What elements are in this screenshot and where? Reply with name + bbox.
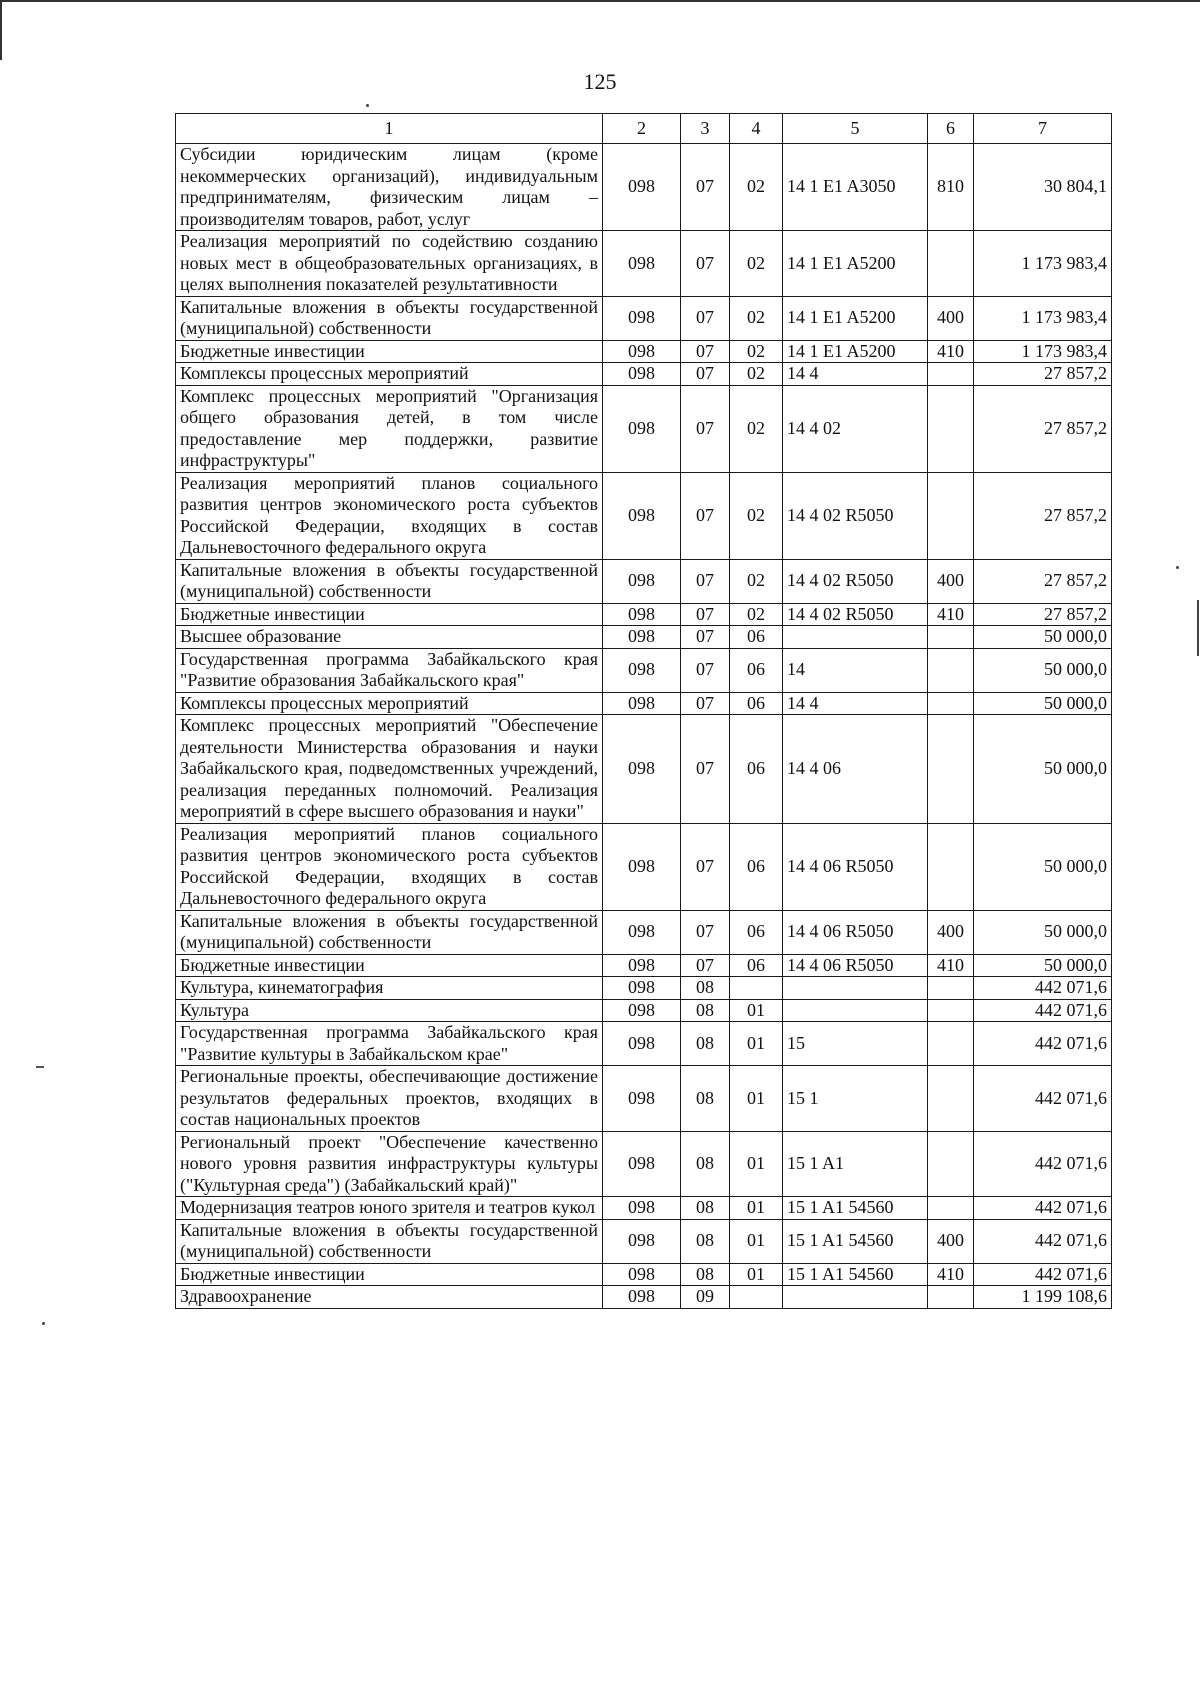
page-number: 125 (583, 69, 617, 94)
row-expense-type-cell: 400 (928, 559, 974, 603)
scan-dot (1176, 566, 1179, 569)
scan-dash-mark (36, 1066, 44, 1068)
row-target-article-cell: 15 1 A1 54560 (783, 1197, 928, 1220)
row-subsection-cell: 01 (730, 999, 783, 1022)
row-amount-cell: 27 857,2 (974, 559, 1112, 603)
row-subsection-cell: 02 (730, 559, 783, 603)
row-target-article-cell (783, 626, 928, 649)
row-target-article-cell (783, 977, 928, 1000)
header-cell: 4 (730, 114, 783, 144)
row-subsection-cell: 06 (730, 648, 783, 692)
row-name-cell: Реализация мероприятий по содействию созданию новых мест в общеобразовательных организациях, в целях выполнения показателей результативности (176, 231, 603, 297)
row-amount-cell: 50 000,0 (974, 823, 1112, 910)
row-target-article-cell: 14 4 (783, 363, 928, 386)
row-expense-type-cell: 400 (928, 1219, 974, 1263)
row-grbs-cell: 098 (603, 340, 681, 363)
row-section-cell: 07 (681, 559, 730, 603)
row-grbs-cell: 098 (603, 472, 681, 559)
budget-table (175, 113, 1112, 1309)
row-name-cell: Реализация мероприятий планов социального развития центров экономического роста субъектов Российской Федерации, входящих в состав Дальневосточного федерального округа (176, 823, 603, 910)
table-row (176, 1263, 1112, 1286)
table-body (176, 144, 1112, 1309)
row-name-cell: Комплекс процессных мероприятий "Организация общего образования детей, в том числе предоставление мер поддержки, развитие инфраструктуры" (176, 385, 603, 472)
row-expense-type-cell (928, 692, 974, 715)
row-name-cell: Комплексы процессных мероприятий (176, 363, 603, 386)
row-section-cell: 07 (681, 823, 730, 910)
row-name-cell: Бюджетные инвестиции (176, 1263, 603, 1286)
row-subsection-cell: 02 (730, 231, 783, 297)
row-name-cell: Государственная программа Забайкальского края "Развитие культуры в Забайкальском крае" (176, 1022, 603, 1066)
row-amount-cell: 442 071,6 (974, 1219, 1112, 1263)
row-subsection-cell: 02 (730, 363, 783, 386)
scan-border-top (0, 0, 1200, 2)
row-subsection-cell: 02 (730, 340, 783, 363)
table-row (176, 559, 1112, 603)
row-grbs-cell: 098 (603, 692, 681, 715)
row-target-article-cell: 14 4 06 (783, 715, 928, 824)
row-subsection-cell: 06 (730, 626, 783, 649)
row-name-cell: Здравоохранение (176, 1286, 603, 1309)
row-expense-type-cell (928, 472, 974, 559)
row-name-cell: Модернизация театров юного зрителя и театров кукол (176, 1197, 603, 1220)
row-grbs-cell: 098 (603, 1197, 681, 1220)
row-expense-type-cell: 810 (928, 144, 974, 231)
row-subsection-cell: 02 (730, 603, 783, 626)
row-section-cell: 08 (681, 1131, 730, 1197)
row-grbs-cell: 098 (603, 603, 681, 626)
row-section-cell: 07 (681, 472, 730, 559)
row-expense-type-cell (928, 715, 974, 824)
table-row (176, 1022, 1112, 1066)
row-grbs-cell: 098 (603, 363, 681, 386)
row-amount-cell: 1 173 983,4 (974, 231, 1112, 297)
table-row (176, 910, 1112, 954)
row-amount-cell: 50 000,0 (974, 626, 1112, 649)
row-subsection-cell: 01 (730, 1197, 783, 1220)
row-section-cell: 08 (681, 1066, 730, 1132)
row-name-cell: Бюджетные инвестиции (176, 603, 603, 626)
row-target-article-cell: 14 1 E1 A5200 (783, 231, 928, 297)
row-amount-cell: 442 071,6 (974, 1263, 1112, 1286)
table-row (176, 1286, 1112, 1309)
row-grbs-cell: 098 (603, 648, 681, 692)
row-name-cell: Бюджетные инвестиции (176, 340, 603, 363)
row-name-cell: Государственная программа Забайкальского края "Развитие образования Забайкальского края" (176, 648, 603, 692)
scan-mark-right (1197, 600, 1199, 656)
table-row (176, 144, 1112, 231)
header-cell: 6 (928, 114, 974, 144)
row-name-cell: Субсидии юридическим лицам (кроме некоммерческих организаций), индивидуальным предпринимателям, физическим лицам – производителям товаров, работ, услуг (176, 144, 603, 231)
row-target-article-cell: 14 4 02 R5050 (783, 603, 928, 626)
row-grbs-cell: 098 (603, 559, 681, 603)
row-expense-type-cell: 410 (928, 1263, 974, 1286)
row-name-cell: Капитальные вложения в объекты государственной (муниципальной) собственности (176, 296, 603, 340)
row-grbs-cell: 098 (603, 977, 681, 1000)
row-amount-cell: 50 000,0 (974, 715, 1112, 824)
table-header-row (176, 114, 1112, 144)
row-subsection-cell: 06 (730, 910, 783, 954)
row-amount-cell: 27 857,2 (974, 603, 1112, 626)
row-grbs-cell: 098 (603, 231, 681, 297)
row-grbs-cell: 098 (603, 715, 681, 824)
row-expense-type-cell (928, 385, 974, 472)
header-cell: 2 (603, 114, 681, 144)
row-grbs-cell: 098 (603, 296, 681, 340)
table-row (176, 385, 1112, 472)
row-expense-type-cell: 410 (928, 954, 974, 977)
row-section-cell: 09 (681, 1286, 730, 1309)
row-section-cell: 08 (681, 977, 730, 1000)
row-section-cell: 07 (681, 648, 730, 692)
scan-border-left (0, 0, 2, 60)
row-section-cell: 08 (681, 999, 730, 1022)
row-amount-cell: 27 857,2 (974, 363, 1112, 386)
table-row (176, 472, 1112, 559)
row-target-article-cell: 15 1 A1 54560 (783, 1219, 928, 1263)
row-expense-type-cell (928, 1131, 974, 1197)
row-expense-type-cell (928, 1022, 974, 1066)
row-target-article-cell (783, 999, 928, 1022)
row-target-article-cell: 14 4 06 R5050 (783, 954, 928, 977)
row-expense-type-cell (928, 1286, 974, 1309)
row-grbs-cell: 098 (603, 1286, 681, 1309)
row-subsection-cell: 01 (730, 1022, 783, 1066)
row-name-cell: Капитальные вложения в объекты государственной (муниципальной) собственности (176, 559, 603, 603)
table-row (176, 1066, 1112, 1132)
row-subsection-cell: 01 (730, 1131, 783, 1197)
row-amount-cell: 1 173 983,4 (974, 296, 1112, 340)
row-amount-cell: 442 071,6 (974, 999, 1112, 1022)
row-subsection-cell (730, 977, 783, 1000)
row-expense-type-cell (928, 231, 974, 297)
table-row (176, 363, 1112, 386)
row-amount-cell: 50 000,0 (974, 648, 1112, 692)
row-section-cell: 07 (681, 144, 730, 231)
row-subsection-cell: 01 (730, 1219, 783, 1263)
row-section-cell: 07 (681, 385, 730, 472)
row-expense-type-cell (928, 648, 974, 692)
row-section-cell: 07 (681, 231, 730, 297)
row-name-cell: Культура (176, 999, 603, 1022)
table-row (176, 231, 1112, 297)
row-subsection-cell: 02 (730, 385, 783, 472)
row-grbs-cell: 098 (603, 144, 681, 231)
row-grbs-cell: 098 (603, 954, 681, 977)
row-target-article-cell (783, 1286, 928, 1309)
table-row (176, 1197, 1112, 1220)
table-row (176, 977, 1112, 1000)
row-name-cell: Комплекс процессных мероприятий "Обеспечение деятельности Министерства образования и науки Забайкальского края, подведомственных учреждений, реализация переданных полномочий. Реализация мероприятий в сфере высшего образования и науки" (176, 715, 603, 824)
header-cell: 1 (176, 114, 603, 144)
table-row (176, 954, 1112, 977)
row-section-cell: 08 (681, 1197, 730, 1220)
row-expense-type-cell: 400 (928, 296, 974, 340)
row-section-cell: 07 (681, 910, 730, 954)
row-expense-type-cell: 410 (928, 340, 974, 363)
row-amount-cell: 30 804,1 (974, 144, 1112, 231)
row-target-article-cell: 14 4 02 R5050 (783, 559, 928, 603)
row-target-article-cell: 14 1 E1 A3050 (783, 144, 928, 231)
row-subsection-cell (730, 1286, 783, 1309)
row-subsection-cell: 02 (730, 296, 783, 340)
row-section-cell: 07 (681, 626, 730, 649)
row-section-cell: 08 (681, 1022, 730, 1066)
row-name-cell: Высшее образование (176, 626, 603, 649)
row-expense-type-cell: 400 (928, 910, 974, 954)
header-cell: 3 (681, 114, 730, 144)
row-subsection-cell: 06 (730, 692, 783, 715)
row-subsection-cell: 06 (730, 954, 783, 977)
row-amount-cell: 442 071,6 (974, 1131, 1112, 1197)
row-target-article-cell: 14 1 E1 A5200 (783, 296, 928, 340)
row-subsection-cell: 06 (730, 715, 783, 824)
row-target-article-cell: 15 1 A1 (783, 1131, 928, 1197)
row-grbs-cell: 098 (603, 999, 681, 1022)
row-section-cell: 07 (681, 954, 730, 977)
row-grbs-cell: 098 (603, 910, 681, 954)
header-cell: 7 (974, 114, 1112, 144)
row-target-article-cell: 14 4 06 R5050 (783, 910, 928, 954)
row-amount-cell: 442 071,6 (974, 977, 1112, 1000)
row-target-article-cell: 14 4 06 R5050 (783, 823, 928, 910)
row-grbs-cell: 098 (603, 1022, 681, 1066)
row-name-cell: Региональный проект "Обеспечение качественно нового уровня развития инфраструктуры культуры ("Культурная среда") (Забайкальский край)" (176, 1131, 603, 1197)
row-expense-type-cell (928, 977, 974, 1000)
row-subsection-cell: 06 (730, 823, 783, 910)
row-amount-cell: 27 857,2 (974, 472, 1112, 559)
row-subsection-cell: 01 (730, 1066, 783, 1132)
table-row (176, 296, 1112, 340)
row-name-cell: Бюджетные инвестиции (176, 954, 603, 977)
row-name-cell: Комплексы процессных мероприятий (176, 692, 603, 715)
row-expense-type-cell (928, 999, 974, 1022)
row-subsection-cell: 01 (730, 1263, 783, 1286)
table-row (176, 648, 1112, 692)
row-expense-type-cell (928, 823, 974, 910)
header-cell: 5 (783, 114, 928, 144)
row-grbs-cell: 098 (603, 1131, 681, 1197)
row-name-cell: Культура, кинематография (176, 977, 603, 1000)
row-amount-cell: 1 173 983,4 (974, 340, 1112, 363)
row-target-article-cell: 14 1 E1 A5200 (783, 340, 928, 363)
row-amount-cell: 442 071,6 (974, 1066, 1112, 1132)
row-amount-cell: 50 000,0 (974, 910, 1112, 954)
row-amount-cell: 1 199 108,6 (974, 1286, 1112, 1309)
table-row (176, 692, 1112, 715)
row-name-cell: Региональные проекты, обеспечивающие достижение результатов федеральных проектов, входящих в состав национальных проектов (176, 1066, 603, 1132)
row-target-article-cell: 15 1 A1 54560 (783, 1263, 928, 1286)
table-row (176, 823, 1112, 910)
row-grbs-cell: 098 (603, 385, 681, 472)
row-target-article-cell: 14 (783, 648, 928, 692)
scan-dot (42, 1322, 45, 1325)
row-grbs-cell: 098 (603, 823, 681, 910)
row-name-cell: Капитальные вложения в объекты государственной (муниципальной) собственности (176, 1219, 603, 1263)
row-section-cell: 08 (681, 1219, 730, 1263)
row-section-cell: 07 (681, 603, 730, 626)
scan-dot (366, 104, 369, 107)
row-expense-type-cell (928, 1197, 974, 1220)
row-name-cell: Реализация мероприятий планов социального развития центров экономического роста субъектов Российской Федерации, входящих в состав Дальневосточного федерального округа (176, 472, 603, 559)
row-subsection-cell: 02 (730, 472, 783, 559)
row-target-article-cell: 14 4 02 R5050 (783, 472, 928, 559)
row-name-cell: Капитальные вложения в объекты государственной (муниципальной) собственности (176, 910, 603, 954)
row-expense-type-cell (928, 1066, 974, 1132)
row-section-cell: 07 (681, 296, 730, 340)
row-amount-cell: 442 071,6 (974, 1197, 1112, 1220)
table-row (176, 1219, 1112, 1263)
table-row (176, 1131, 1112, 1197)
row-target-article-cell: 14 4 02 (783, 385, 928, 472)
row-section-cell: 07 (681, 363, 730, 386)
row-section-cell: 07 (681, 692, 730, 715)
row-expense-type-cell: 410 (928, 603, 974, 626)
row-section-cell: 07 (681, 340, 730, 363)
row-amount-cell: 50 000,0 (974, 692, 1112, 715)
row-expense-type-cell (928, 626, 974, 649)
row-section-cell: 07 (681, 715, 730, 824)
row-grbs-cell: 098 (603, 1263, 681, 1286)
row-amount-cell: 50 000,0 (974, 954, 1112, 977)
table-row (176, 603, 1112, 626)
row-amount-cell: 442 071,6 (974, 1022, 1112, 1066)
row-subsection-cell: 02 (730, 144, 783, 231)
table-row (176, 340, 1112, 363)
row-grbs-cell: 098 (603, 1219, 681, 1263)
table-row (176, 999, 1112, 1022)
row-expense-type-cell (928, 363, 974, 386)
table-row (176, 715, 1112, 824)
table-row (176, 626, 1112, 649)
row-target-article-cell: 15 1 (783, 1066, 928, 1132)
row-target-article-cell: 14 4 (783, 692, 928, 715)
row-grbs-cell: 098 (603, 1066, 681, 1132)
row-target-article-cell: 15 (783, 1022, 928, 1066)
row-section-cell: 08 (681, 1263, 730, 1286)
row-amount-cell: 27 857,2 (974, 385, 1112, 472)
row-grbs-cell: 098 (603, 626, 681, 649)
